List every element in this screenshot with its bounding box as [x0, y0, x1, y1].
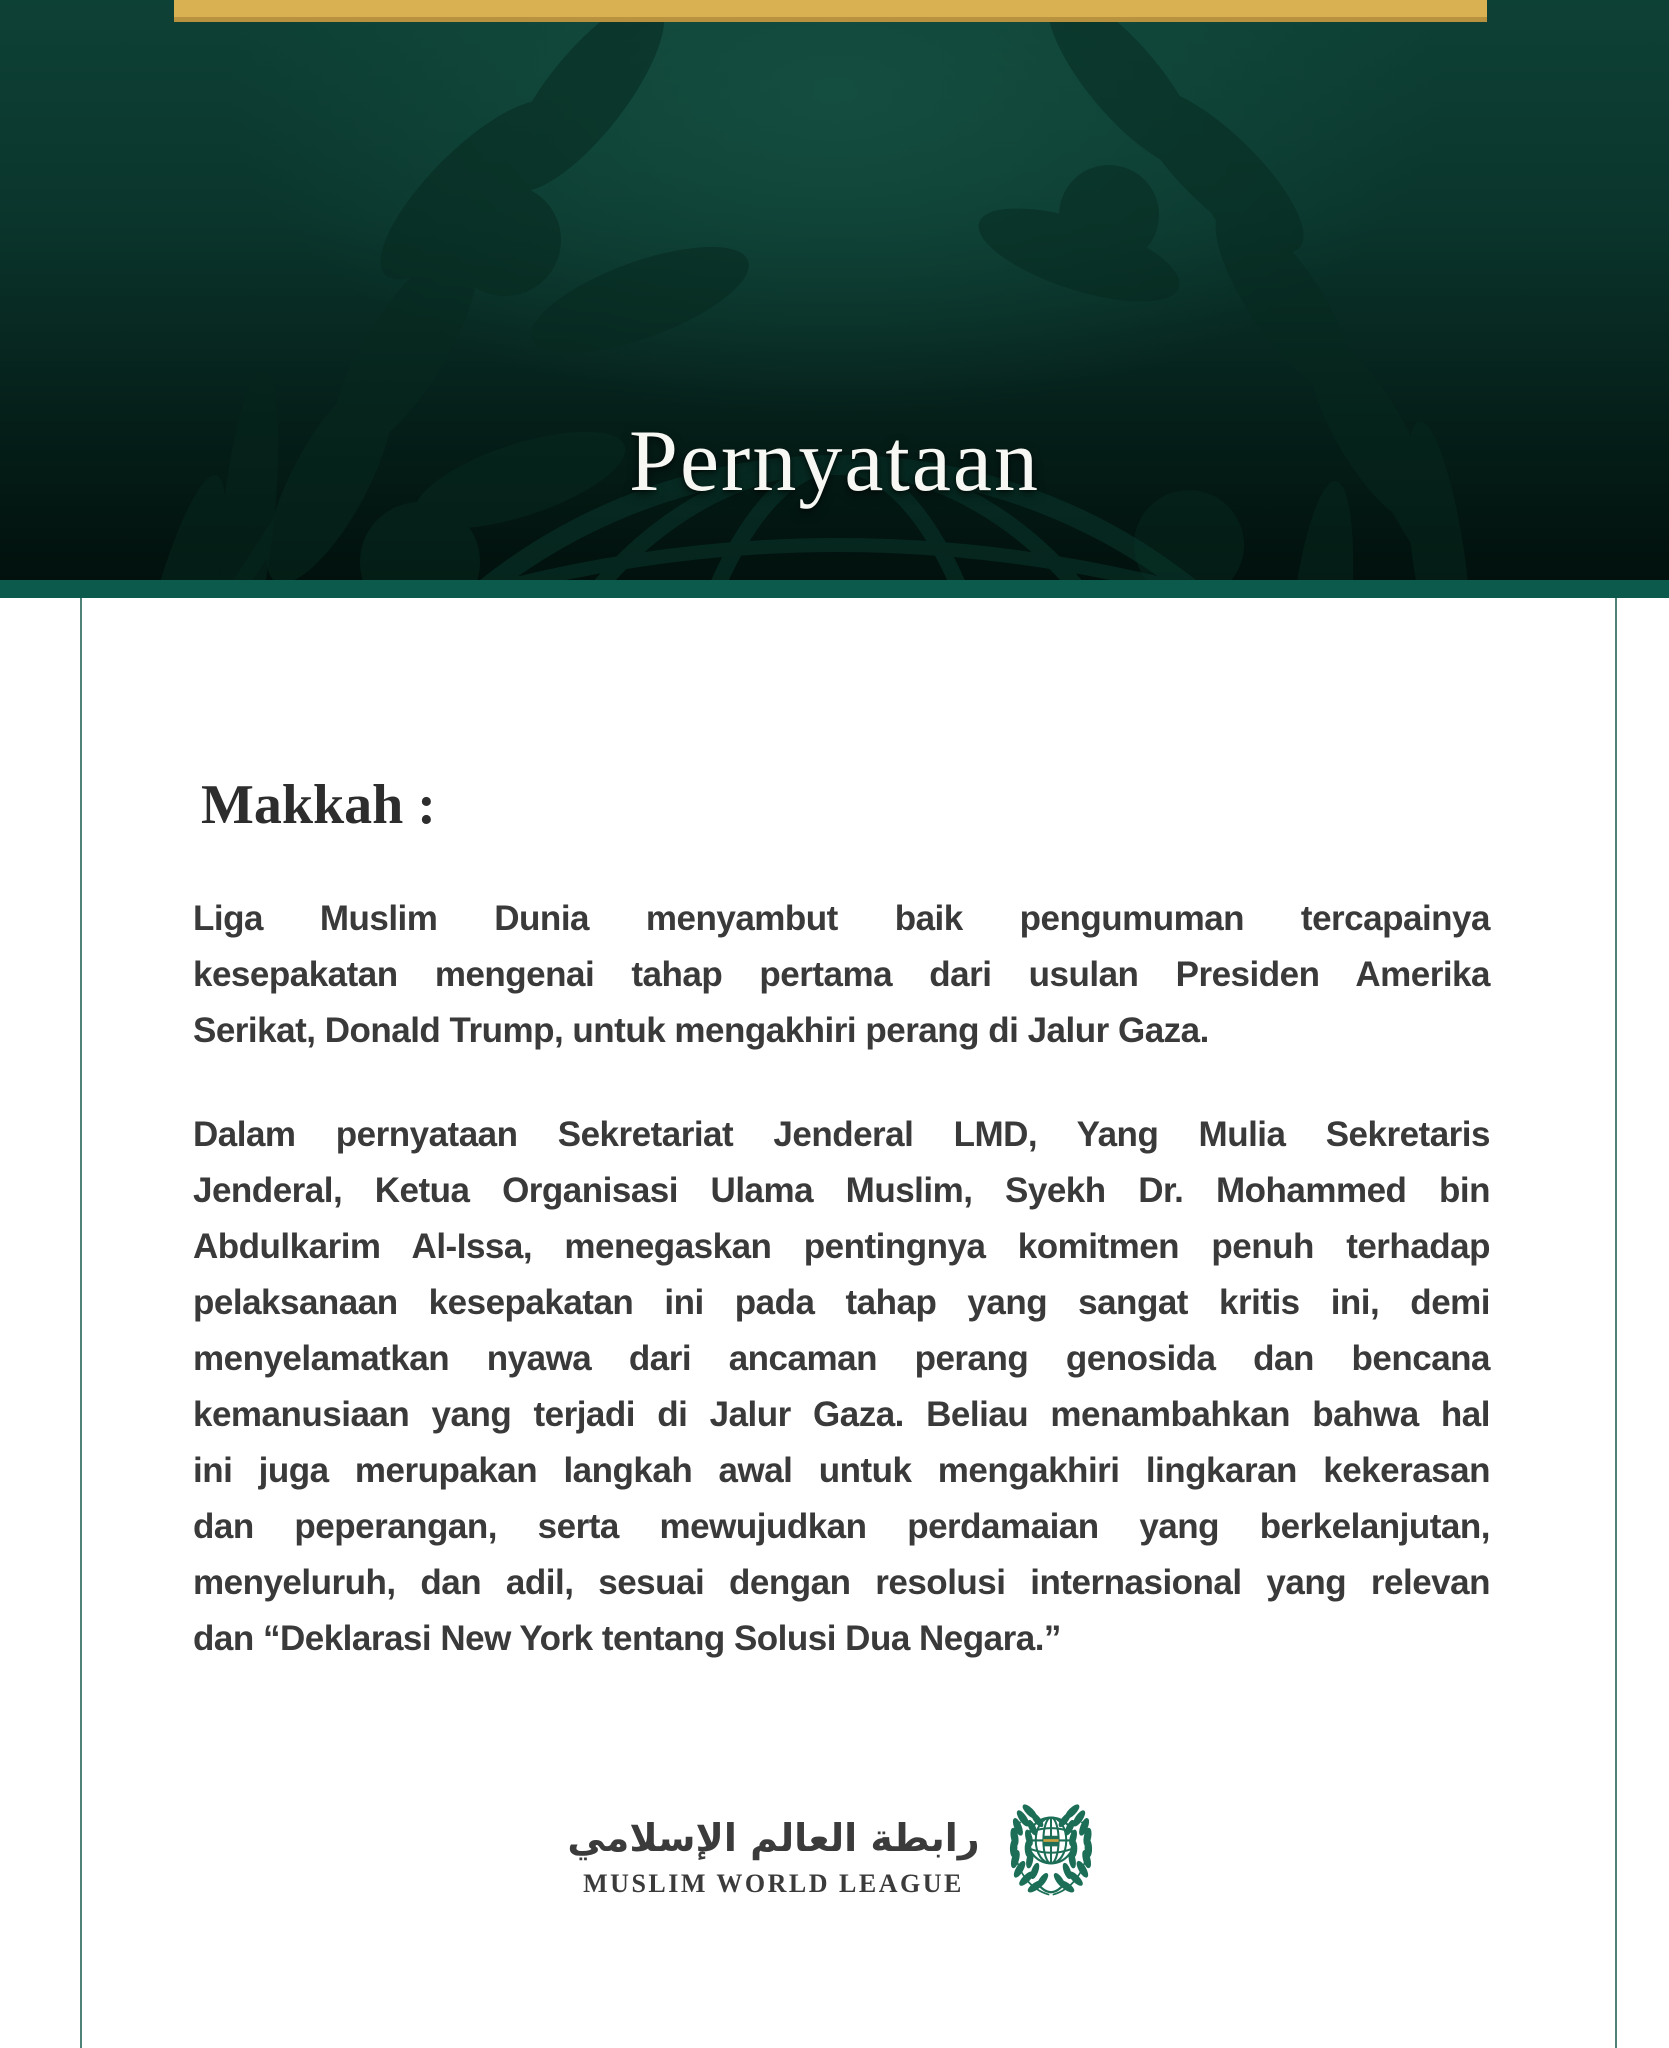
paragraph-line: Abdulkarim Al-Issa, menegaskan pentingnya komitmen penuh terhadap [193, 1227, 1490, 1266]
mwl-logo [0, 1798, 1669, 1910]
paragraph-line: Liga Muslim Dunia menyambut baik pengumuman tercapainya [193, 899, 1490, 938]
org-name-label: MUSLIM WORLD LEAGUE [583, 1869, 964, 1898]
mwl-logo-text-column [567, 1809, 979, 1899]
paragraph-line: Jenderal, Ketua Organisasi Ulama Muslim, Syekh Dr. Mohammed bin [193, 1171, 1490, 1210]
paragraph-line: kesepakatan mengenai tahap pertama dari usulan Presiden Amerika [193, 955, 1490, 994]
globe-wreath-emblem-icon [1000, 1798, 1102, 1910]
paragraph-line: dan peperangan, serta mewujudkan perdamaian yang berkelanjutan, [193, 1507, 1490, 1546]
location-heading: Makkah : [201, 774, 436, 836]
gold-accent-bar [174, 0, 1487, 22]
paragraph-line: dan “Deklarasi New York tentang Solusi Dua Negara.” [193, 1619, 1061, 1658]
statement-paragraph-1 [193, 891, 1490, 1059]
teal-divider-band [0, 580, 1669, 598]
paragraph-line: Dalam pernyataan Sekretariat Jenderal LMD, Yang Mulia Sekretaris [193, 1115, 1490, 1154]
paragraph-line: ini juga merupakan langkah awal untuk mengakhiri lingkaran kekerasan [193, 1451, 1490, 1490]
paragraph-line: menyelamatkan nyawa dari ancaman perang genosida dan bencana [193, 1339, 1490, 1378]
paragraph-line: Serikat, Donald Trump, untuk mengakhiri perang di Jalur Gaza. [193, 1011, 1209, 1050]
header-banner [0, 0, 1669, 580]
statement-paragraph-2 [193, 1107, 1490, 1667]
page-title: Pernyataan [629, 413, 1040, 510]
paragraph-line: pelaksanaan kesepakatan ini pada tahap yang sangat kritis ini, demi [193, 1283, 1490, 1322]
paragraph-line: menyeluruh, dan adil, sesuai dengan resolusi internasional yang relevan [193, 1563, 1490, 1602]
arabic-logotype: رابطة العالم الإسلامي [567, 1816, 980, 1860]
paragraph-line: kemanusiaan yang terjadi di Jalur Gaza. Beliau menambahkan bahwa hal [193, 1395, 1490, 1434]
